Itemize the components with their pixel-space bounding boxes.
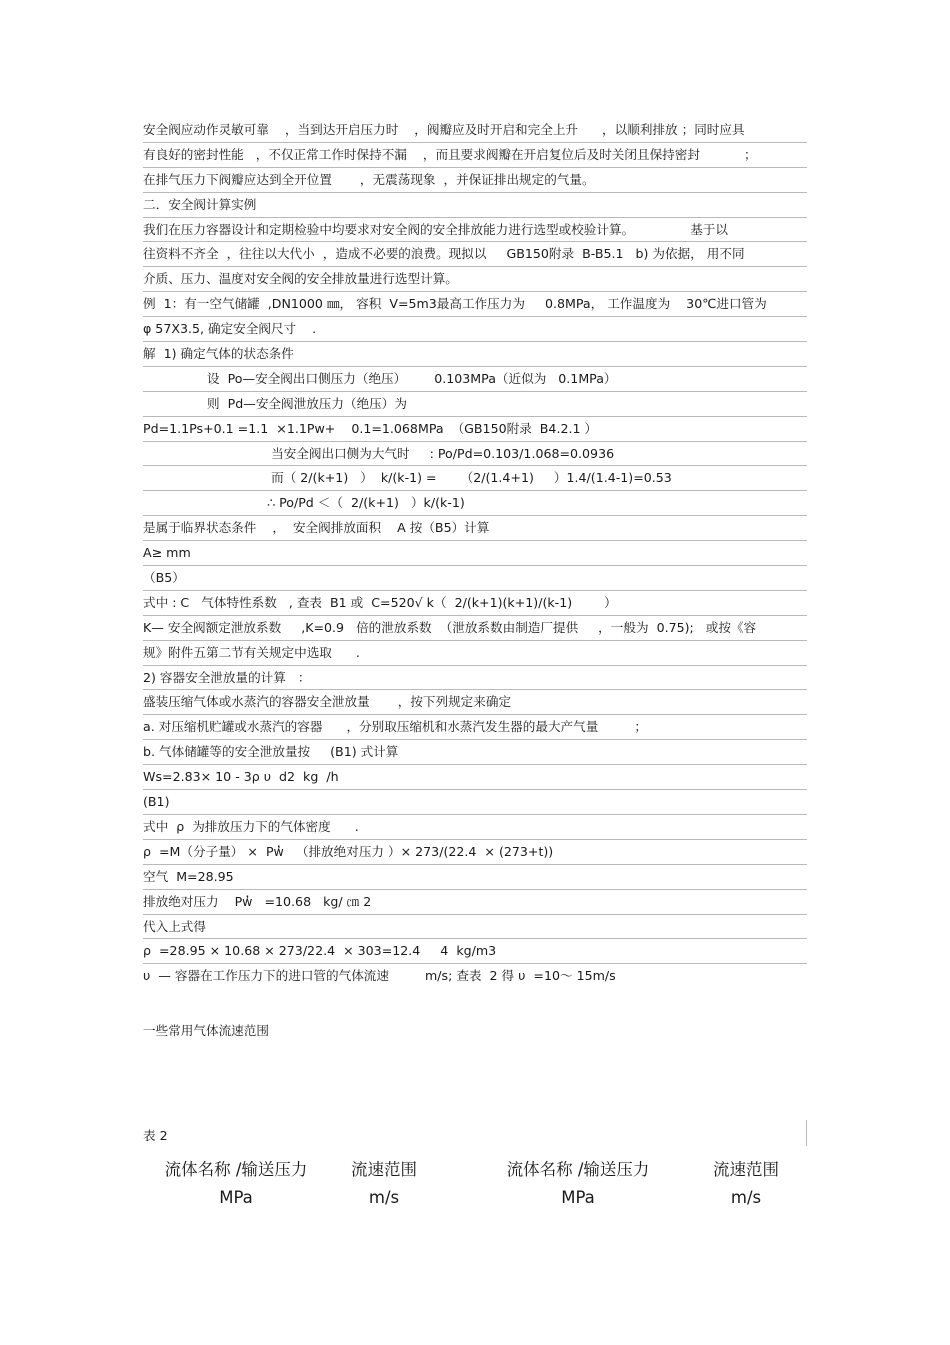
text-line: 设 Po—安全阀出口侧压力（绝压） 0.103MPa（近似为 0.1MPa） [143, 367, 807, 392]
formula-line: ρ =M（分子量） × Pw̓ （排放绝对压力 ）× 273/(22.4 × (273+t)) [143, 840, 807, 865]
formula-line: 当安全阀出口侧为大气时 : Po/Pd=0.103/1.068=0.0936 [143, 442, 807, 467]
text-line: 介质、压力、温度对安全阀的安全排放量进行选型计算。 [143, 267, 807, 292]
table-header-unit: m/s [730, 1188, 762, 1207]
table-header-text: 流速范围 [713, 1160, 779, 1179]
table-header-text: 流体名称 /输送压力 [506, 1160, 650, 1179]
text-line: 例 1：有一空气储罐 ,DN1000 ㎜， 容积 V=5m3最高工作压力为 0.8MPa， 工作温度为 30℃进口管为 [143, 292, 807, 317]
text-line: 排放绝对压力 Pw̓ =10.68 kg/ ㎝ 2 [143, 890, 807, 915]
text-line: υ — 容器在工作压力下的进口管的气体流速 m/s; 查表 2 得 υ =10～ 15m/s [143, 968, 616, 984]
text-line: 规》附件五第二节有关规定中选取 . [143, 641, 807, 666]
formula-line: Pd=1.1Ps+0.1 =1.1 ×1.1Pw+ 0.1=1.068MPa （GB150附录 B4.2.1 ） [143, 417, 807, 442]
formula-line: Ws=2.83× 10 - 3ρ υ d2 kg /h [143, 765, 807, 790]
table-label: 表 2 [143, 1128, 168, 1143]
text-line: 在排气压力下阀瓣应达到全开位置 ，无震荡现象 ，并保证排出规定的气量。 [143, 168, 807, 193]
text-line: 空气 M=28.95 [143, 865, 807, 890]
table-header-cell [160, 1156, 312, 1212]
text-line: a. 对压缩机贮罐或水蒸汽的容器 ，分别取压缩机和水蒸汽发生器的最大产气量 ； [143, 715, 807, 740]
formula-label: (B1) [143, 790, 807, 815]
text-line: K— 安全阀额定泄放系数 ,K=0.9 倍的泄放系数 （泄放系数由制造厂提供 ，一般为 0.75); 或按《容 [143, 616, 807, 641]
table-header-unit: MPa [219, 1188, 253, 1207]
text-line: b. 气体储罐等的安全泄放量按 (B1) 式计算 [143, 740, 807, 765]
text-line: 有良好的密封性能 ，不仅正常工作时保持不漏 ，而且要求阀瓣在开启复位后及时关闭且保持密封 ； [143, 143, 807, 168]
text-line: 往资料不齐全 ，往往以大代小 ，造成不必要的浪费。现拟以 GB150附录 B-B5.1 b) 为依据， 用不同 [143, 242, 807, 267]
table-header-unit: m/s [368, 1188, 400, 1207]
text-line: 代入上式得 [143, 915, 807, 940]
text-line: 解 1) 确定气体的状态条件 [143, 342, 807, 367]
text-line: 式中 ρ 为排放压力下的气体密度 . [143, 815, 807, 840]
table-border [806, 1120, 807, 1146]
table-header-text: 流体名称 /输送压力 [164, 1160, 308, 1179]
text-line: 安全阀应动作灵敏可靠 ，当到达开启压力时 ，阀瓣应及时开启和完全上升 ，以顺利排放 ；同时应具 [143, 118, 807, 143]
text-line: 则 Pd—安全阀泄放压力（绝压）为 [143, 392, 807, 417]
text-line: 是属于临界状态条件 ， 安全阀排放面积 A 按（B5）计算 [143, 516, 807, 541]
formula-line: ∴ Po/Pd ＜（ 2/(k+1) ）k/(k-1) [143, 491, 807, 516]
formula-line: 式中 : C 气体特性系数 , 查表 B1 或 C=520√ k（ 2/(k+1)(k+1)/(k-1) ） [143, 591, 807, 616]
section-title: 一些常用气体流速范围 [143, 1023, 269, 1039]
text-line: 我们在压力容器设计和定期检验中均要求对安全阀的安全排放能力进行选型或校验计算。 基于以 [143, 218, 807, 243]
formula-line: A≥ mm [143, 541, 807, 566]
table-header-text: 流速范围 [351, 1160, 417, 1179]
table-header-unit: MPa [561, 1188, 595, 1207]
text-body [143, 118, 807, 1044]
table-header-cell [708, 1156, 784, 1212]
text-line: 盛装压缩气体或水蒸汽的容器安全泄放量 ，按下列规定来确定 [143, 690, 807, 715]
text-line: φ 57X3.5, 确定安全阀尺寸 . [143, 317, 807, 342]
formula-line: ρ =28.95 × 10.68 × 273/22.4 × 303=12.4 4 kg/m3 [143, 939, 807, 964]
table-header-cell [346, 1156, 422, 1212]
formula-line: 而（ 2/(k+1) ） k/(k-1) = （2/(1.4+1) ）1.4/(1.4-1)=0.53 [143, 466, 807, 491]
section-heading: 二．安全阀计算实例 [143, 193, 807, 218]
formula-label: （B5） [143, 566, 807, 591]
text-line: 2) 容器安全泄放量的计算 ： [143, 666, 807, 691]
table-header-cell [502, 1156, 654, 1212]
